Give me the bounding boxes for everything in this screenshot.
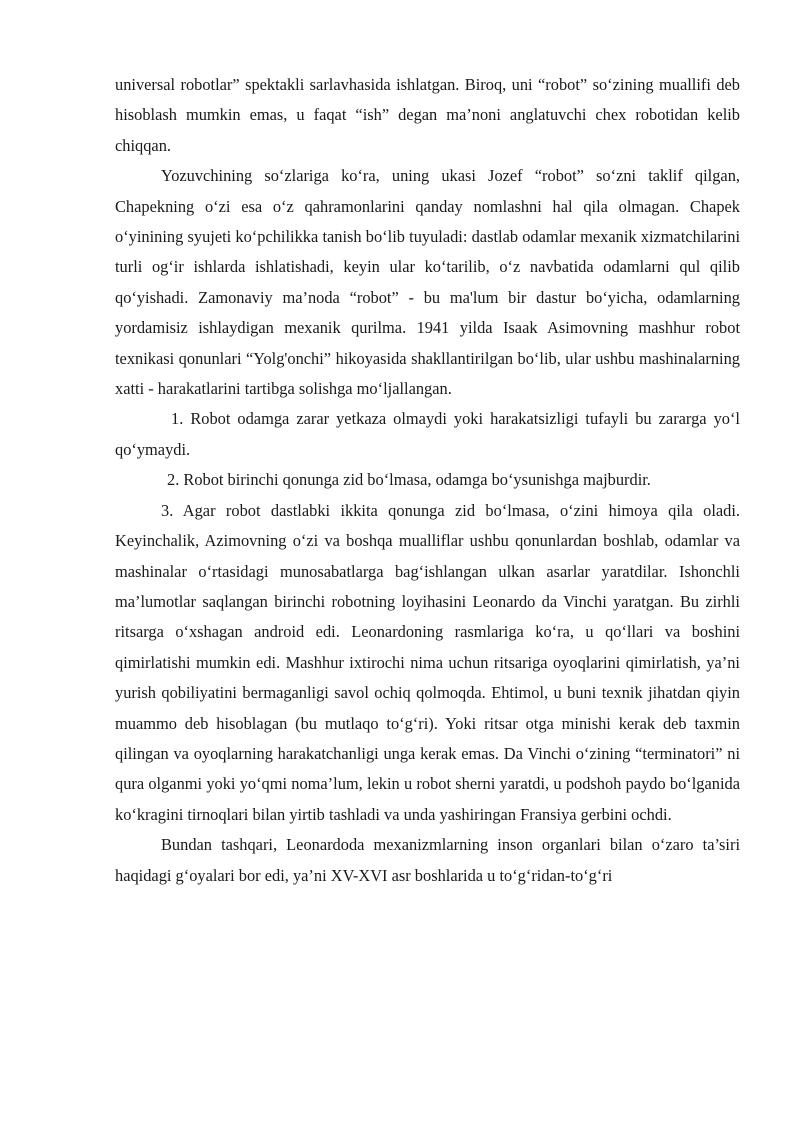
paragraph: 3. Agar robot dastlabki ikkita qonunga zid bo‘lmasa, o‘zini himoya qila oladi. Keyinchalik, Azimovning o‘zi va boshqa mualliflar ushbu qonunlardan boshlab, odamlar va mashinalar o‘rtasidagi munosabatlarga bag‘ishlangan ulkan asarlar yaratdilar. Ishonchli ma’lumotlar saqlangan birinchi robotning loyihasini Leonardo da Vinchi yaratgan. Bu zirhli ritsarga o‘xshagan android edi. Leonardoning rasmlariga ko‘ra, u qo‘llari va boshini qimirlatishi mumkin edi. Mashhur ixtirochi nima uchun ritsariga oyoqlarini qimirlatish, ya’ni yurish qobiliyatini bermaganligi savol ochiq qolmoqda. Ehtimol, u buni texnik jihatdan qiyin muammo deb hisoblagan (bu mutlaqo to‘g‘ri). Yoki ritsar otga minishi kerak deb taxmin qilingan va oyoqlarning harakatchanligi unga kerak emas. Da Vinchi o‘zining “terminatori” ni qura olganmi yoki yo‘qmi noma’lum, lekin u robot sherni yaratdi, u podshoh paydo bo‘lganida ko‘kragini tirnoqlari bilan yirtib tashladi va unda yashiringan Fransiya gerbini ochdi. <box>115 500 740 824</box>
document-page <box>115 70 740 891</box>
paragraph: Bundan tashqari, Leonardoda mexanizmlarning inson organlari bilan o‘zaro ta’siri haqidagi g‘oyalari bor edi, ya’ni XV-XVI asr boshlarida u to‘g‘ridan-to‘g‘ri <box>115 835 740 885</box>
paragraph: universal robotlar” spektakli sarlavhasida ishlatgan. Biroq, uni “robot” so‘zining muallifi deb hisoblash mumkin emas, u faqat “ish” degan ma’noni anglatuvchi chex robotidan kelib chiqqan. <box>115 75 740 155</box>
list-item: 1. Robot odamga zarar yetkaza olmaydi yoki harakatsizligi tufayli bu zararga yo‘l qo‘ymaydi. <box>115 409 740 459</box>
list-item: 2. Robot birinchi qonunga zid bo‘lmasa, odamga bo‘ysunishga majburdir. <box>167 470 651 490</box>
paragraph: Yozuvchining so‘zlariga ko‘ra, uning ukasi Jozef “robot” so‘zni taklif qilgan, Chapekning o‘zi esa o‘z qahramonlarini qanday nomlashni hal qila olmagan. Chapek o‘yinining syujeti ko‘pchilikka tanish bo‘lib tuyuladi: dastlab odamlar mexanik xizmatchilarini turli og‘ir ishlarda ishlatishadi, keyin ular ko‘tarilib, o‘z navbatida odamlarni qul qilib qo‘yishadi. Zamonaviy ma’noda “robot” - bu ma'lum bir dastur bo‘yicha, odamlarning yordamisiz ishlaydigan mexanik qurilma. 1941 yilda Isaak Asimovning mashhur robot texnikasi qonunlari “Yolg'onchi” hikoyasida shakllantirilgan bo‘lib, ular ushbu mashinalarning xatti - harakatlarini tartibga solishga mo‘ljallangan. <box>115 166 740 399</box>
